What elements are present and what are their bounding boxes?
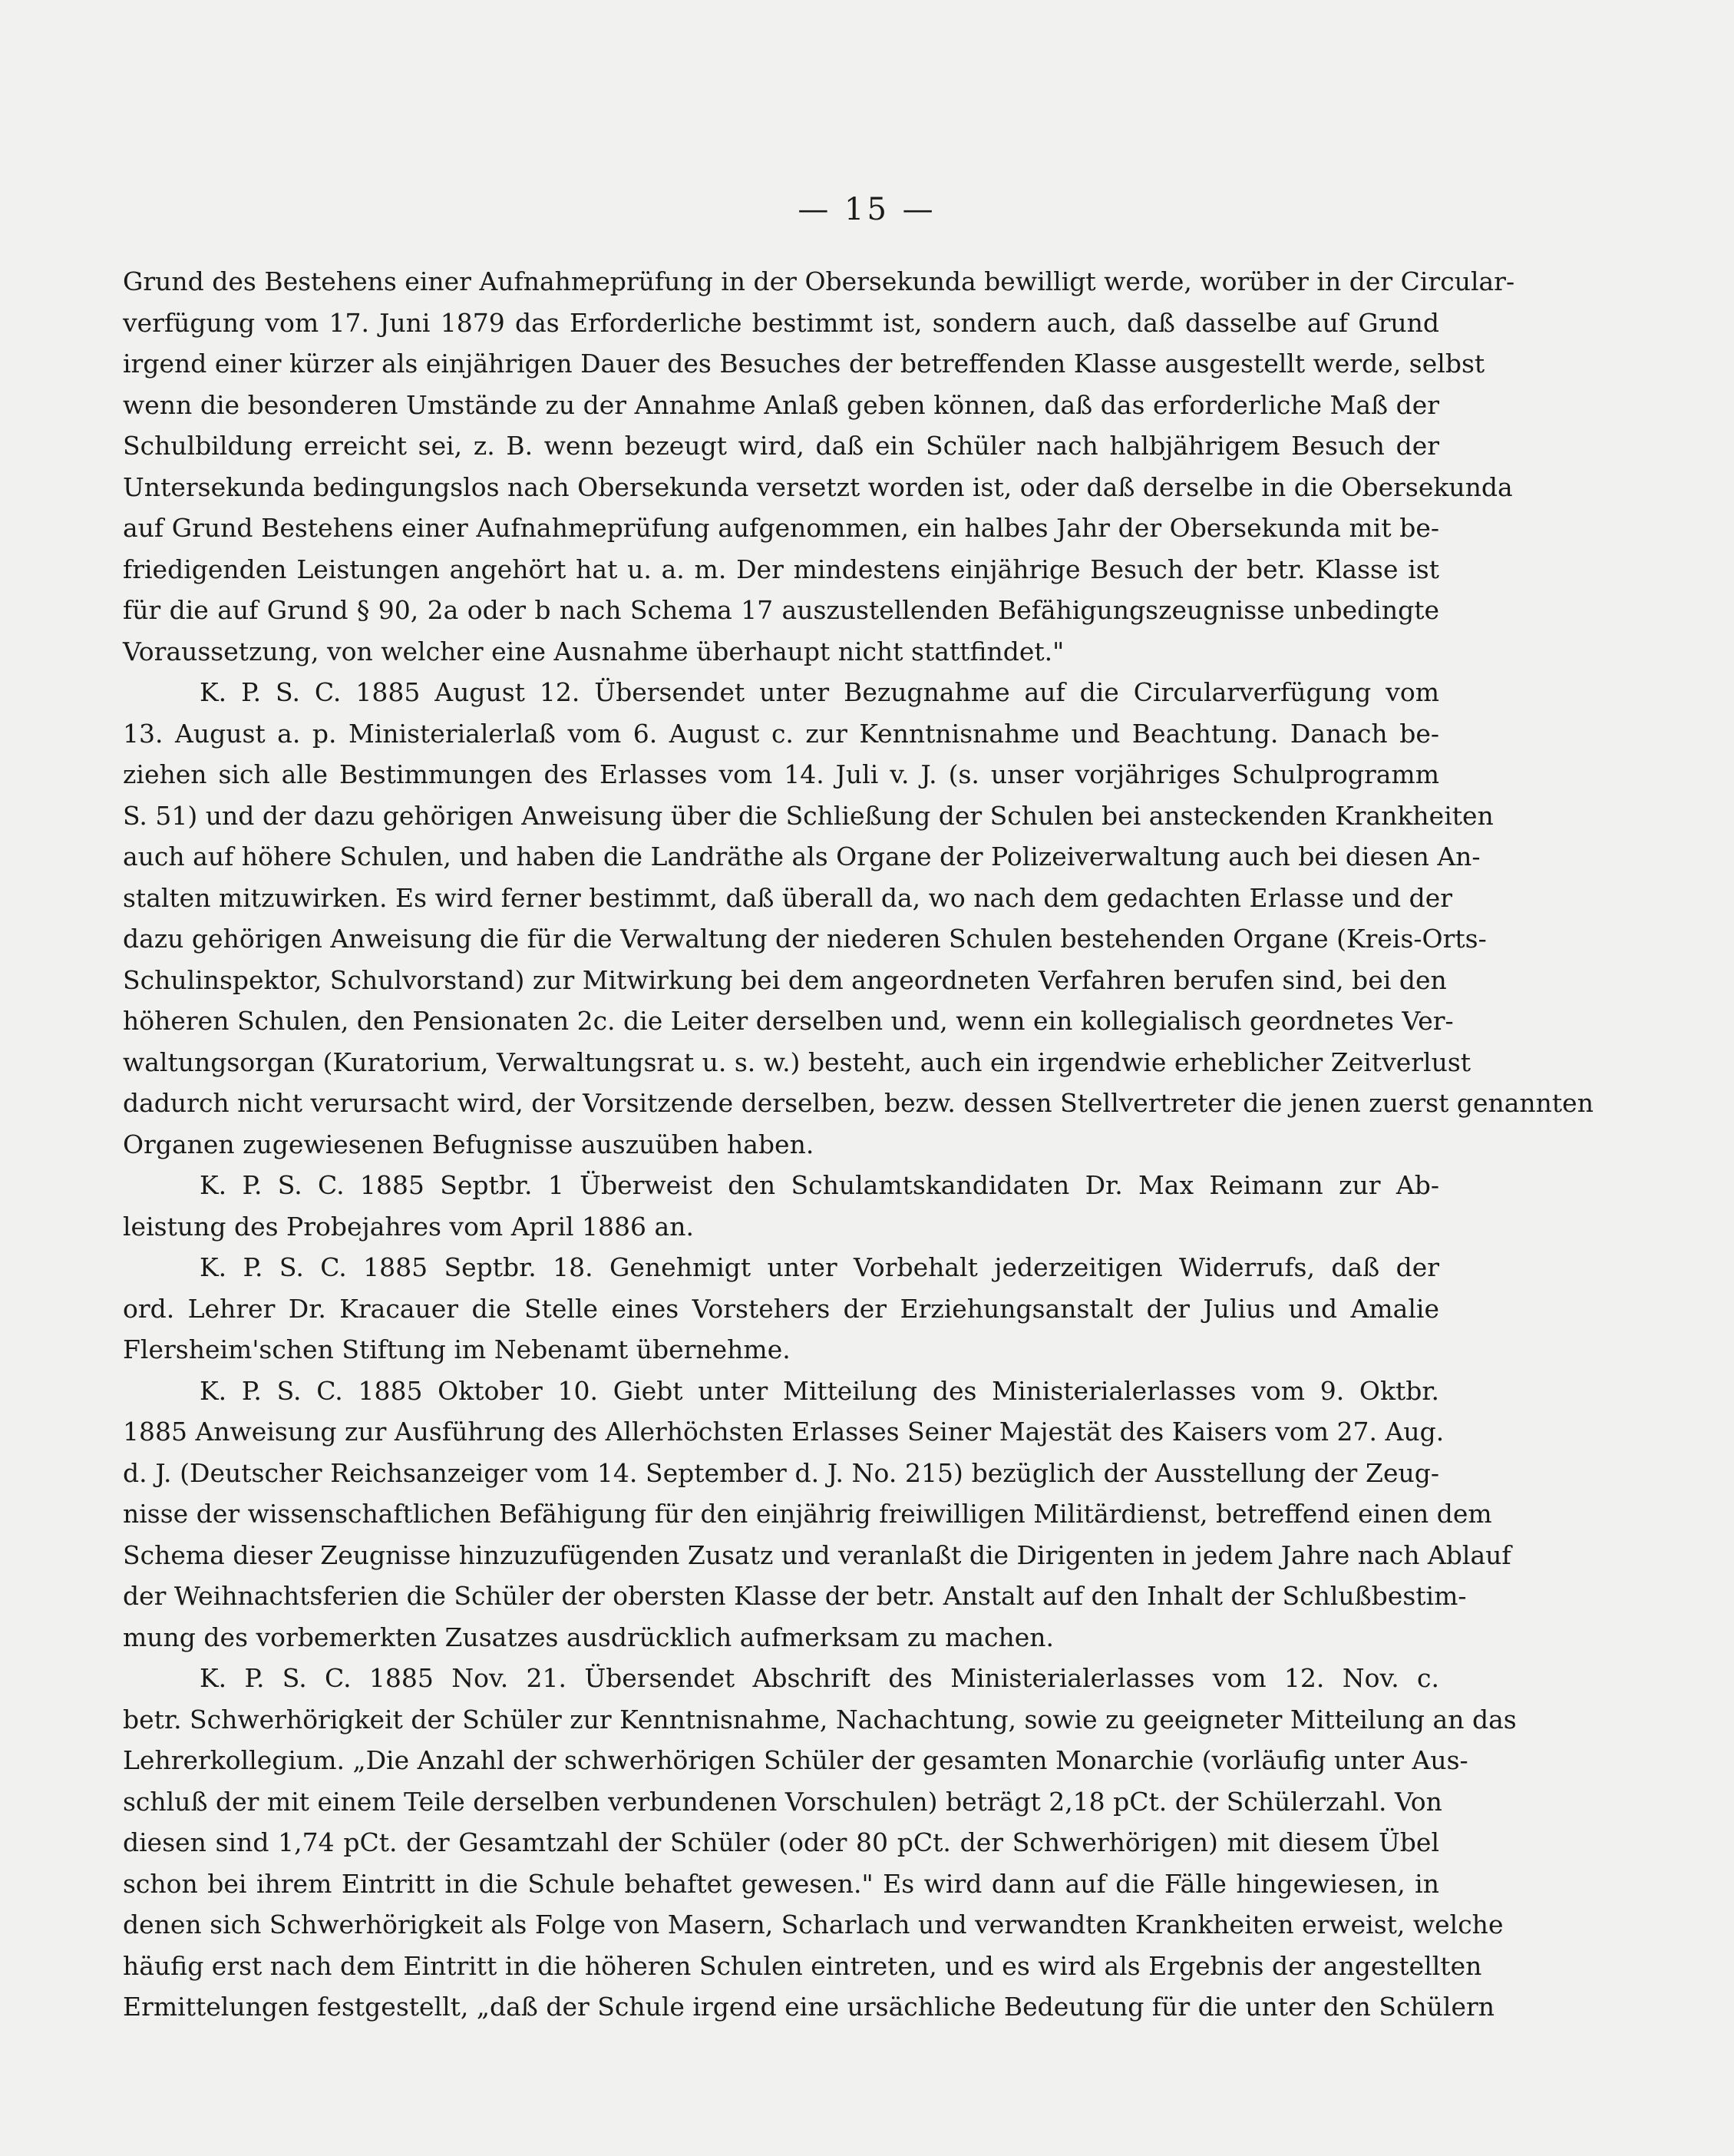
- text-line: schon bei ihrem Eintritt in die Schule behaftet gewesen." Es wird dann auf die Fälle hingewiesen, in: [123, 1868, 1439, 1899]
- text-line: stalten mitzuwirken. Es wird ferner bestimmt, daß überall da, wo nach dem gedachten Erlasse und der: [123, 882, 1453, 913]
- text-line: K. P. S. C. 1885 Septbr. 1 Überweist den Schulamtskandidaten Dr. Max Reimann zur Ab-: [200, 1170, 1439, 1200]
- text-line: nisse der wissenschaftlichen Befähigung für den einjährig freiwilligen Militärdienst, betreffend einen dem: [123, 1499, 1492, 1529]
- text-line: der Weihnachtsferien die Schüler der obersten Klasse der betr. Anstalt auf den Inhalt der Schlußbestim-: [123, 1581, 1467, 1611]
- text-line: waltungsorgan (Kuratorium, Verwaltungsrat u. s. w.) besteht, auch ein irgendwie erheblicher Zeitverlust: [123, 1047, 1471, 1077]
- text-line: denen sich Schwerhörigkeit als Folge von Masern, Scharlach und verwandten Krankheiten erweist, welche: [123, 1910, 1504, 1939]
- text-line: ord. Lehrer Dr. Kracauer die Stelle eines Vorstehers der Erziehungsanstalt der Julius und Amalie: [123, 1293, 1439, 1324]
- text-line: K. P. S. C. 1885 Oktober 10. Giebt unter Mitteilung des Ministerialerlasses vom 9. Oktbr.: [200, 1375, 1439, 1406]
- text-line: 1885 Anweisung zur Ausführung des Allerhöchsten Erlasses Seiner Majestät des Kaisers vom 27. Aug.: [123, 1417, 1445, 1447]
- text-line: ziehen sich alle Bestimmungen des Erlasses vom 14. Juli v. J. (s. unser vorjähriges Schulprogramm: [123, 759, 1439, 789]
- text-line: Organen zugewiesenen Befugnisse auszuüben haben.: [123, 1129, 814, 1159]
- text-line: diesen sind 1,74 pCt. der Gesamtzahl der Schüler (oder 80 pCt. der Schwerhörigen) mit diesem Übel: [123, 1827, 1439, 1857]
- text-line: dazu gehörigen Anweisung die für die Verwaltung der niederen Schulen bestehenden Organe (Kreis-Orts-: [123, 924, 1487, 954]
- text-line: K. P. S. C. 1885 August 12. Übersendet unter Bezugnahme auf die Circularverfügung vom: [200, 677, 1439, 707]
- text-line: Flersheim'schen Stiftung im Nebenamt übernehme.: [123, 1334, 791, 1364]
- text-line: mung des vorbemerkten Zusatzes ausdrücklich aufmerksam zu machen.: [123, 1622, 1055, 1652]
- page-number: — 15 —: [798, 192, 936, 227]
- text-line: Lehrerkollegium. „Die Anzahl der schwerhörigen Schüler der gesamten Monarchie (vorläufig unter Aus-: [123, 1745, 1468, 1775]
- text-line: Ermittelungen festgestellt, „daß der Schule irgend eine ursächliche Bedeutung für die unter den Schülern: [123, 1992, 1495, 2022]
- text-line: häufig erst nach dem Eintritt in die höheren Schulen eintreten, und es wird als Ergebnis der angestellten: [123, 1950, 1482, 1981]
- text-line: Grund des Bestehens einer Aufnahmeprüfung in der Obersekunda bewilligt werde, worüber in der Circular-: [123, 266, 1515, 296]
- text-line: leistung des Probejahres vom April 1886 an.: [123, 1211, 694, 1242]
- text-line: betr. Schwerhörigkeit der Schüler zur Kenntnisnahme, Nachachtung, sowie zu geeigneter Mitteilung an das: [123, 1704, 1517, 1734]
- text-line: S. 51) und der dazu gehörigen Anweisung über die Schließung der Schulen bei ansteckenden Krankheiten: [123, 800, 1494, 831]
- text-line: auch auf höhere Schulen, und haben die Landräthe als Organe der Polizeiverwaltung auch bei diesen An-: [123, 842, 1481, 871]
- text-line: höheren Schulen, den Pensionaten 2c. die Leiter derselben und, wenn ein kollegialisch geordnetes Ver-: [123, 1006, 1454, 1036]
- text-line: 13. August a. p. Ministerialerlaß vom 6. August c. zur Kenntnisnahme und Beachtung. Danach be-: [123, 718, 1439, 749]
- text-line: d. J. (Deutscher Reichsanzeiger vom 14. September d. J. No. 215) bezüglich der Ausstellung der Zeug-: [123, 1457, 1439, 1488]
- text-line: Schulbildung erreicht sei, z. B. wenn bezeugt wird, daß ein Schüler nach halbjährigem Besuch der: [123, 431, 1439, 461]
- text-line: friedigenden Leistungen angehört hat u. a. m. Der mindestens einjährige Besuch der betr. Klasse ist: [123, 554, 1439, 584]
- text-line: dadurch nicht verursacht wird, der Vorsitzende derselben, bezw. dessen Stellvertreter die jenen zuerst genannten: [123, 1088, 1594, 1118]
- text-line: Schema dieser Zeugnisse hinzuzufügenden Zusatz und veranlaßt die Dirigenten in jedem Jahre nach Ablauf: [123, 1539, 1511, 1570]
- text-line: K. P. S. C. 1885 Septbr. 18. Genehmigt unter Vorbehalt jederzeitigen Widerrufs, daß der: [200, 1252, 1439, 1282]
- text-line: Schulinspektor, Schulvorstand) zur Mitwirkung bei dem angeordneten Verfahren berufen sind, bei den: [123, 964, 1447, 995]
- text-line: auf Grund Bestehens einer Aufnahmeprüfung aufgenommen, ein halbes Jahr der Obersekunda mit be-: [123, 513, 1439, 543]
- text-line: Untersekunda bedingungslos nach Obersekunda versetzt worden ist, oder daß derselbe in die Obersekunda: [123, 471, 1513, 502]
- text-line: irgend einer kürzer als einjährigen Dauer des Besuches der betreffenden Klasse ausgestellt werde, selbst: [123, 349, 1485, 379]
- text-line: Voraussetzung, von welcher eine Ausnahme überhaupt nicht stattfindet.": [123, 636, 1065, 666]
- text-line: schluß der mit einem Teile derselben verbundenen Vorschulen) beträgt 2,18 pCt. der Schülerzahl. Von: [123, 1786, 1442, 1817]
- text-line: K. P. S. C. 1885 Nov. 21. Übersendet Abschrift des Ministerialerlasses vom 12. Nov. c.: [200, 1663, 1439, 1693]
- text-line: verfügung vom 17. Juni 1879 das Erforderliche bestimmt ist, sondern auch, daß dasselbe auf Grund: [123, 307, 1439, 338]
- document-body: [123, 261, 1594, 2028]
- text-line: für die auf Grund § 90, 2a oder b nach Schema 17 auszustellenden Befähigungszeugnisse unbedingte: [123, 595, 1439, 625]
- text-line: wenn die besonderen Umstände zu der Annahme Anlaß geben können, daß das erforderliche Maß der: [123, 389, 1439, 420]
